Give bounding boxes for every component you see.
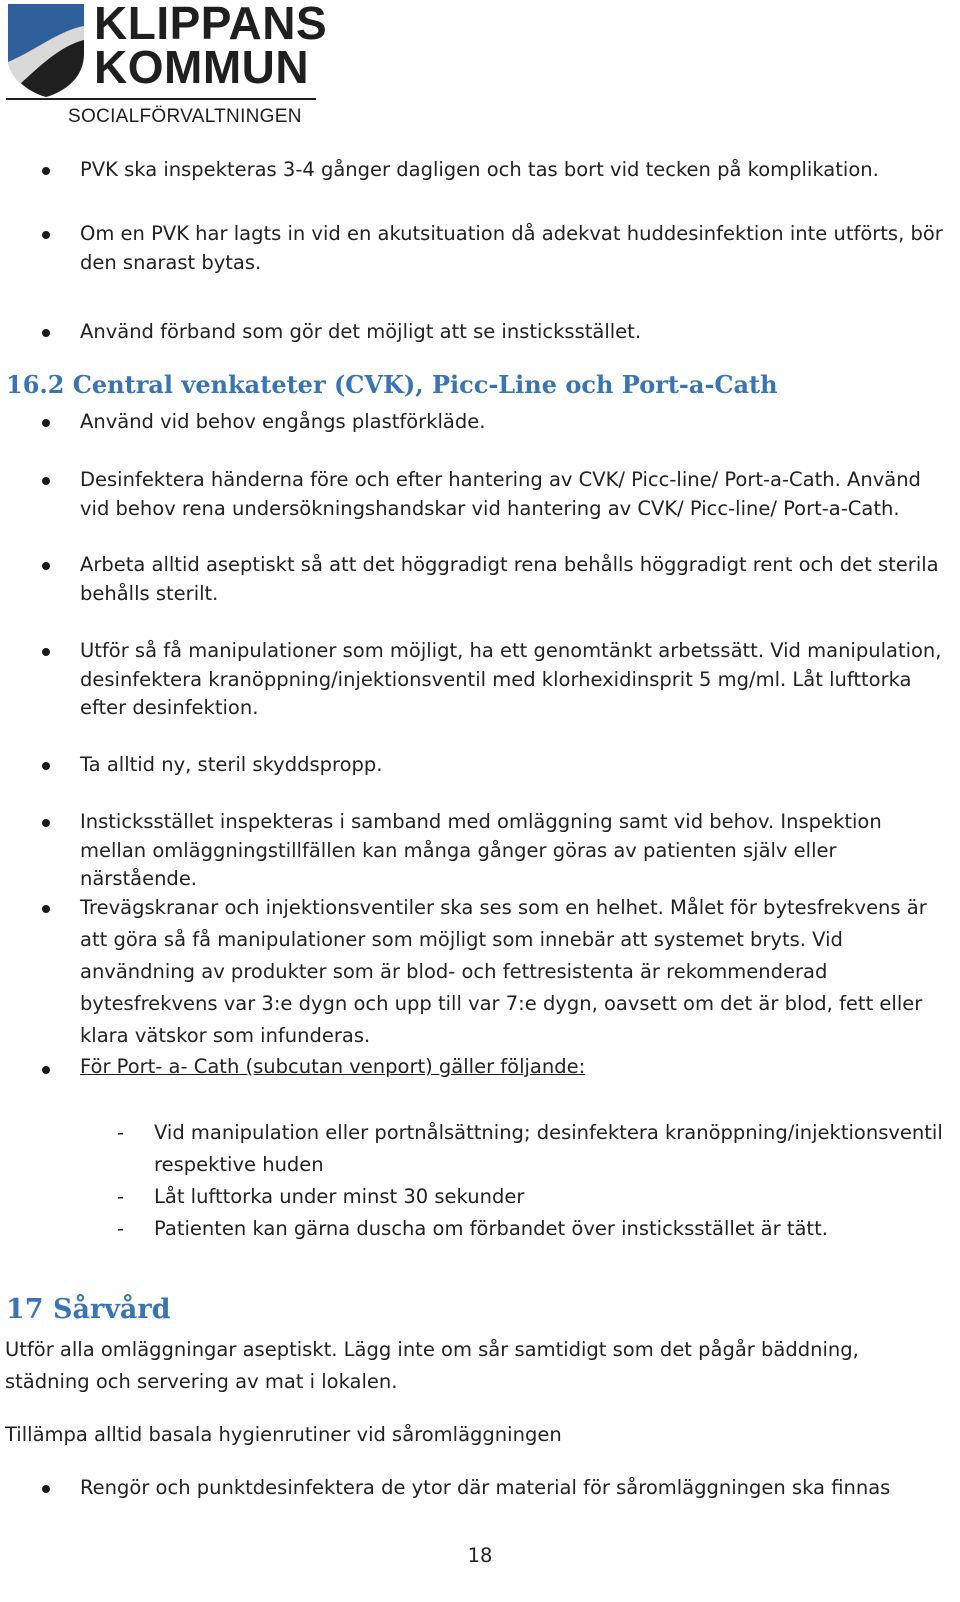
bullet-dot	[42, 562, 50, 570]
dash-marker: -	[117, 1217, 125, 1240]
bullet-dot	[42, 1066, 50, 1074]
logo-subtitle: SOCIALFÖRVALTNINGEN	[68, 106, 302, 127]
dash-marker: -	[117, 1185, 125, 1208]
list-item: Använd förband som gör det möjligt att se insticksstället.	[80, 320, 642, 343]
municipal-crest-icon	[6, 2, 86, 98]
list-item: Insticksstället inspekteras i samband med omläggning samt vid behov. Inspektion mellan omläggningstillfällen kan många gånger göras av patienten själv eller närstående.	[80, 810, 882, 890]
list-item: Desinfektera händerna före och efter hantering av CVK/ Picc-line/ Port-a-Cath. Använd vid behov rena undersökningshandskar vid hantering av CVK/ Picc-line/ Port-a-Cath.	[80, 468, 921, 520]
section-heading-17: 17 Sårvård	[6, 1294, 171, 1325]
bullet-dot	[42, 477, 50, 485]
list-item: PVK ska inspekteras 3-4 gånger dagligen och tas bort vid tecken på komplikation.	[80, 158, 879, 181]
paragraph: Tillämpa alltid basala hygienrutiner vid såromläggningen	[5, 1423, 562, 1446]
list-item-underlined: För Port- a- Cath (subcutan venport) gäller följande:	[80, 1055, 586, 1078]
list-item: Om en PVK har lagts in vid en akutsituation då adekvat huddesinfektion inte utförts, bör den snarast bytas.	[80, 222, 943, 274]
bullet-dot	[42, 231, 50, 239]
bullet-dot	[42, 905, 50, 913]
paragraph: Utför alla omläggningar aseptiskt. Lägg inte om sår samtidigt som det pågår bäddning, städning och servering av mat i lokalen.	[5, 1338, 859, 1393]
page-number: 18	[467, 1544, 493, 1567]
list-item: Trevägskranar och injektionsventiler ska ses som en helhet. Målet för bytesfrekvens är att göra så få manipulationer som möjligt som innebär att systemet bryts. Vid användning av produkter som är blod- och fettresistenta är rekommenderad bytesfrekvens var 3:e dygn och upp till var 7:e dygn, oavsett om det är blod, fett eller klara vätskor som infunderas.	[80, 896, 927, 1047]
list-item: Ta alltid ny, steril skyddspropp.	[80, 753, 383, 776]
section-heading-16-2: 16.2 Central venkateter (CVK), Picc-Line och Port-a-Cath	[6, 370, 778, 399]
bullet-dot	[42, 419, 50, 427]
dash-marker: -	[117, 1121, 125, 1144]
bullet-dot	[42, 1485, 50, 1493]
list-item: Rengör och punktdesinfektera de ytor där material för såromläggningen ska finnas	[80, 1476, 891, 1499]
bullet-dot	[42, 648, 50, 656]
list-item: Arbeta alltid aseptiskt så att det höggradigt rena behålls höggradigt rent och det sterila behålls sterilt.	[80, 553, 939, 605]
logo-line1: KLIPPANS	[94, 0, 328, 49]
logo	[6, 2, 326, 130]
bullet-dot	[42, 329, 50, 337]
logo-rule	[6, 98, 316, 100]
list-item: Utför så få manipulationer som möjligt, ha ett genomtänkt arbetssätt. Vid manipulation, desinfektera kranöppning/injektionsventil med klorhexidinsprit 5 mg/ml. Låt lufttorka efter desinfektion.	[80, 639, 942, 719]
logo-line2: KOMMUN	[94, 41, 310, 93]
bullet-dot	[42, 167, 50, 175]
list-item: Använd vid behov engångs plastförkläde.	[80, 410, 486, 433]
bullet-dot	[42, 762, 50, 770]
dash-item: Vid manipulation eller portnålsättning; desinfektera kranöppning/injektionsventil respektive huden	[154, 1121, 943, 1176]
dash-item: Låt lufttorka under minst 30 sekunder	[154, 1185, 525, 1208]
dash-item: Patienten kan gärna duscha om förbandet över insticksstället är tätt.	[154, 1217, 828, 1240]
bullet-dot	[42, 819, 50, 827]
